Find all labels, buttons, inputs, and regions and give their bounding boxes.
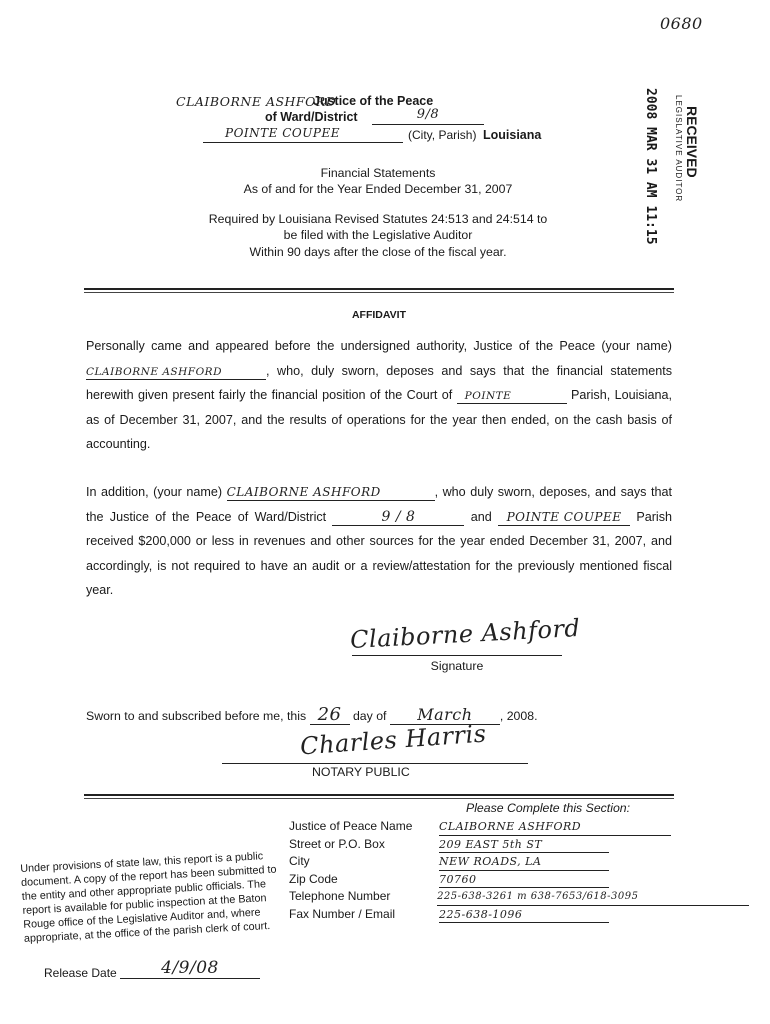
p1-text-a: Personally came and appeared before the undersigned authority, Justice of the Peace (your name)	[86, 339, 672, 353]
separator-bottom-thin	[84, 798, 674, 799]
requirement-line-2: be filed with the Legislative Auditor	[283, 228, 473, 242]
info-row	[289, 836, 749, 854]
separator-bottom	[84, 794, 674, 796]
p2-parish-value: POINTE COUPEE	[498, 510, 630, 526]
received-stamp-date: 2008 MAR 31 AM 11:15	[643, 88, 658, 245]
info-label: Telephone Number	[289, 889, 391, 903]
sworn-text-c: , 2008.	[499, 709, 538, 723]
p2-name-value: CLAIBORNE ASHFORD	[227, 485, 435, 501]
info-label: Zip Code	[289, 871, 338, 886]
affidavit-paragraph-2	[86, 480, 672, 603]
info-row	[289, 853, 749, 871]
signature-label: Signature	[430, 659, 484, 673]
report-title: Financial Statements	[320, 166, 436, 180]
ward-value: 9/8	[372, 107, 484, 125]
received-stamp-office: LEGISLATIVE AUDITOR	[674, 95, 683, 203]
jp-name-handwritten: CLAIBORNE ASHFORD	[176, 94, 337, 109]
affidavit-paragraph-1	[86, 334, 672, 457]
received-stamp-label: RECEIVED	[684, 106, 700, 178]
info-row	[289, 906, 749, 924]
parish-label: (City, Parish)	[408, 128, 477, 142]
info-value: NEW ROADS, LA	[439, 853, 609, 871]
info-label: City	[289, 854, 310, 868]
info-value: 209 EAST 5th ST	[439, 836, 609, 854]
separator-top-thin	[84, 292, 674, 293]
requirement-line-3: Within 90 days after the close of the fiscal year.	[249, 245, 507, 259]
notary-signature: Charles Harris	[299, 719, 488, 761]
notary-label: NOTARY PUBLIC	[312, 765, 410, 779]
info-value: 225-638-3261 m 638-7653/618-3095	[437, 888, 749, 906]
p2-text-c: Parish received $200,000 or less in revenues and other sources for the year ended December 31, 2007, and accordingly, is not required to have an audit or a review/attestation for the previously mentioned fiscal year.	[86, 509, 673, 597]
info-label: Fax Number / Email	[289, 906, 396, 921]
release-date-value: 4/9/08	[120, 958, 260, 979]
corner-note: 0680	[660, 14, 703, 33]
p1-text-c: Parish, Louisiana, as of December 31, 2007, and the results of operations for the year then ended, on the cash basis of accounting.	[86, 388, 672, 451]
affidavit-heading: AFFIDAVIT	[351, 309, 407, 321]
sworn-text-b: day of	[352, 709, 387, 723]
info-value: 225-638-1096	[439, 906, 609, 924]
sworn-month-value: March	[390, 706, 500, 725]
info-value: 70760	[439, 871, 609, 889]
signature-line	[352, 655, 562, 656]
info-value: CLAIBORNE ASHFORD	[439, 818, 671, 836]
report-period: As of and for the Year Ended December 31, 2007	[243, 182, 513, 196]
affiant-signature: Claiborne Ashford	[349, 613, 581, 655]
complete-section-table	[289, 818, 749, 923]
p1-parish-value: POINTE	[457, 389, 567, 404]
separator-top	[84, 288, 674, 290]
info-row	[289, 818, 749, 836]
complete-section-heading: Please Complete this Section:	[466, 801, 631, 815]
release-date-label: Release Date	[44, 966, 117, 980]
info-label: Street or P.O. Box	[289, 836, 385, 851]
p2-text-and: and	[470, 509, 492, 524]
info-row	[289, 871, 749, 889]
info-label: Justice of Peace Name	[289, 819, 413, 833]
p2-ward-value: 9 / 8	[332, 509, 464, 526]
jp-title: Justice of the Peace	[313, 94, 434, 108]
state-label: Louisiana	[483, 128, 542, 142]
sworn-text-a: Sworn to and subscribed before me, this	[86, 709, 307, 723]
p1-name-value: CLAIBORNE ASHFORD	[86, 365, 266, 380]
sworn-day-value: 26	[310, 706, 350, 725]
ward-label: of Ward/District	[265, 110, 358, 124]
p2-text-a: In addition, (your name)	[86, 485, 223, 499]
requirement-line-1: Required by Louisiana Revised Statutes 24:513 and 24:514 to	[208, 212, 548, 226]
parish-value: POINTE COUPEE	[203, 126, 403, 143]
notary-line	[222, 763, 528, 764]
public-document-notice: Under provisions of state law, this report is a public document. A copy of the report has been submitted to the entity and other appropriate public officials. The report is available for public inspection at the Baton Rouge office of the Legislative Auditor and, where appropriate, at the office of the parish clerk of court.	[20, 850, 277, 945]
p1-text-b: , who, duly sworn, deposes and says that the financial statements herewith given present fairly the financial position of the Court of	[86, 363, 672, 402]
info-row	[289, 888, 749, 906]
p2-text-b: , who duly sworn, deposes, and says that the Justice of the Peace of Ward/District	[86, 485, 672, 524]
